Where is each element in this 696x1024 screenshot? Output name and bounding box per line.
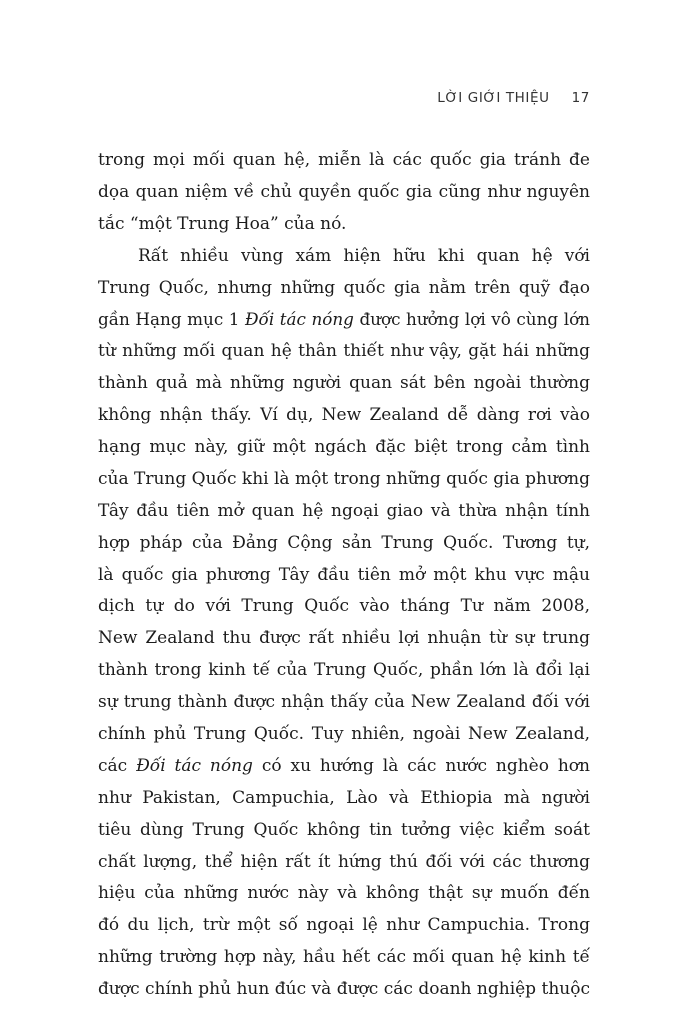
text-line: chính phủ Trung Quốc. Tuy nhiên, ngoài New Zealand, bbox=[98, 724, 590, 745]
paragraph-first-line: Rất nhiều vùng xám hiện hữu khi quan hệ với bbox=[138, 245, 590, 266]
text-line: Trung Quốc, nhưng những quốc gia nằm trên quỹ đạo bbox=[98, 277, 590, 298]
text-line: thành quả mà những người quan sát bên ngoài thường bbox=[98, 373, 590, 394]
chapter-title: LỜI GIỚI THIỆU bbox=[437, 90, 550, 106]
text-line: dọa quan niệm về chủ quyền quốc gia cũng như nguyên bbox=[98, 181, 590, 202]
text-line: tắc “một Trung Hoa” của nó. bbox=[98, 213, 347, 234]
text-line: trong mọi mối quan hệ, miễn là các quốc gia tránh đe bbox=[98, 150, 590, 170]
text-line: gần Hạng mục 1 Đối tác nóng được hưởng lợi vô cùng lớn bbox=[98, 309, 590, 330]
running-header bbox=[437, 90, 590, 106]
text-line: được chính phủ hun đúc và được các doanh nghiệp thuộc bbox=[98, 979, 590, 1000]
italic-term: Đối tác nóng bbox=[136, 755, 253, 776]
text-line: chất lượng, thể hiện rất ít hứng thú đối với các thương bbox=[98, 851, 590, 872]
text-line: của Trung Quốc khi là một trong những quốc gia phương bbox=[98, 468, 590, 489]
text-line: từ những mối quan hệ thân thiết như vậy, gặt hái những bbox=[98, 341, 590, 362]
text-line: những trường hợp này, hầu hết các mối quan hệ kinh tế bbox=[98, 947, 590, 968]
text-line: thành trong kinh tế của Trung Quốc, phần lớn là đổi lại bbox=[98, 660, 590, 681]
text-line: là quốc gia phương Tây đầu tiên mở một khu vực mậu bbox=[98, 564, 590, 585]
text-line: đó du lịch, trừ một số ngoại lệ như Campuchia. Trong bbox=[98, 915, 590, 936]
text-line: tiêu dùng Trung Quốc không tin tưởng việc kiểm soát bbox=[98, 819, 590, 840]
text-line: hiệu của những nước này và không thật sự muốn đến bbox=[98, 883, 590, 904]
italic-term: Đối tác nóng bbox=[245, 309, 354, 330]
page-number: 17 bbox=[571, 90, 590, 106]
text-line: New Zealand thu được rất nhiều lợi nhuận từ sự trung bbox=[98, 628, 590, 649]
text-line: hợp pháp của Đảng Cộng sản Trung Quốc. Tương tự, bbox=[98, 532, 590, 553]
text-line: Tây đầu tiên mở quan hệ ngoại giao và thừa nhận tính bbox=[98, 500, 590, 521]
text-line: dịch tự do với Trung Quốc vào tháng Tư năm 2008, bbox=[98, 596, 590, 617]
text-line: các Đối tác nóng có xu hướng là các nước nghèo hơn bbox=[98, 755, 590, 776]
text-line: hạng mục này, giữ một ngách đặc biệt trong cảm tình bbox=[98, 437, 590, 458]
text-line: không nhận thấy. Ví dụ, New Zealand dễ dàng rơi vào bbox=[98, 405, 590, 426]
body-text bbox=[98, 145, 590, 1006]
text-line: sự trung thành được nhận thấy của New Zealand đối với bbox=[98, 692, 590, 713]
text-line: như Pakistan, Campuchia, Lào và Ethiopia mà người bbox=[98, 787, 590, 808]
